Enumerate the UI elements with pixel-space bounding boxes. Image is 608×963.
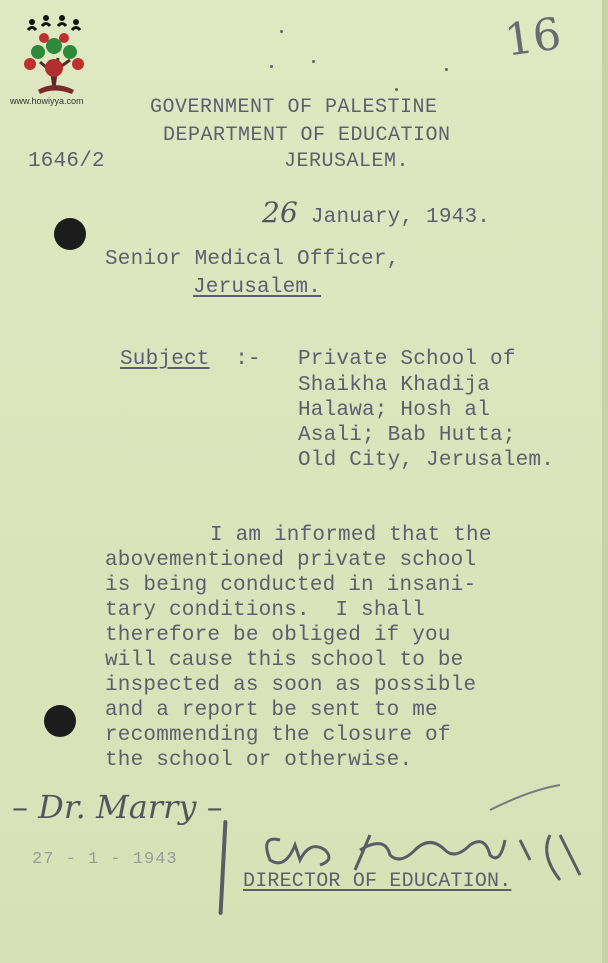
recipient-title: Senior Medical Officer,: [105, 248, 400, 271]
punch-hole: [44, 705, 76, 737]
body-line: therefore be obliged if you: [105, 624, 451, 647]
body-line: recommending the closure of: [105, 724, 451, 747]
body-line: will cause this school to be: [105, 649, 464, 672]
reference-number: 1646/2: [28, 150, 105, 173]
howiyya-logo-icon: [10, 10, 100, 110]
body-line: abovementioned private school: [105, 549, 477, 572]
date-day: 26: [262, 196, 299, 229]
signatory-title: DIRECTOR OF EDUCATION.: [243, 870, 512, 893]
page-edge: [602, 0, 608, 963]
header-line-1: GOVERNMENT OF PALESTINE: [150, 96, 438, 119]
speck: [280, 30, 283, 33]
speck: [270, 65, 273, 68]
header-line-2: DEPARTMENT OF EDUCATION: [163, 124, 451, 147]
subject-line: Asali; Bab Hutta;: [298, 424, 516, 447]
speck: [445, 68, 448, 71]
body-line: is being conducted in insani-: [105, 574, 477, 597]
punch-hole: [54, 218, 86, 250]
body-line: and a report be sent to me: [105, 699, 438, 722]
body-line: I am informed that the: [210, 524, 492, 547]
handwritten-page-number: 16: [501, 8, 565, 67]
body-line: tary conditions. I shall: [105, 599, 426, 622]
date-month-year: January, 1943.: [310, 206, 491, 229]
handwritten-annotation: – Dr. Marry –: [12, 788, 223, 826]
subject-separator: :-: [209, 348, 261, 371]
speck: [395, 88, 398, 91]
letter-date: [262, 196, 490, 229]
subject-line: Old City, Jerusalem.: [298, 449, 555, 472]
logo-url: www.howiyya.com: [10, 96, 84, 106]
subject-line: Halawa; Hosh al: [298, 399, 491, 422]
subject-keyword: Subject: [120, 348, 210, 371]
recipient-location: Jerusalem.: [193, 276, 322, 299]
subject-label: [120, 348, 261, 371]
speck: [312, 60, 315, 63]
subject-line: Shaikha Khadija: [298, 374, 491, 397]
body-line: the school or otherwise.: [105, 749, 413, 772]
received-date-stamp: 27 - 1 - 1943: [32, 850, 178, 869]
header-line-3: JERUSALEM.: [284, 150, 410, 173]
body-line: inspected as soon as possible: [105, 674, 477, 697]
subject-line: Private School of: [298, 348, 516, 371]
